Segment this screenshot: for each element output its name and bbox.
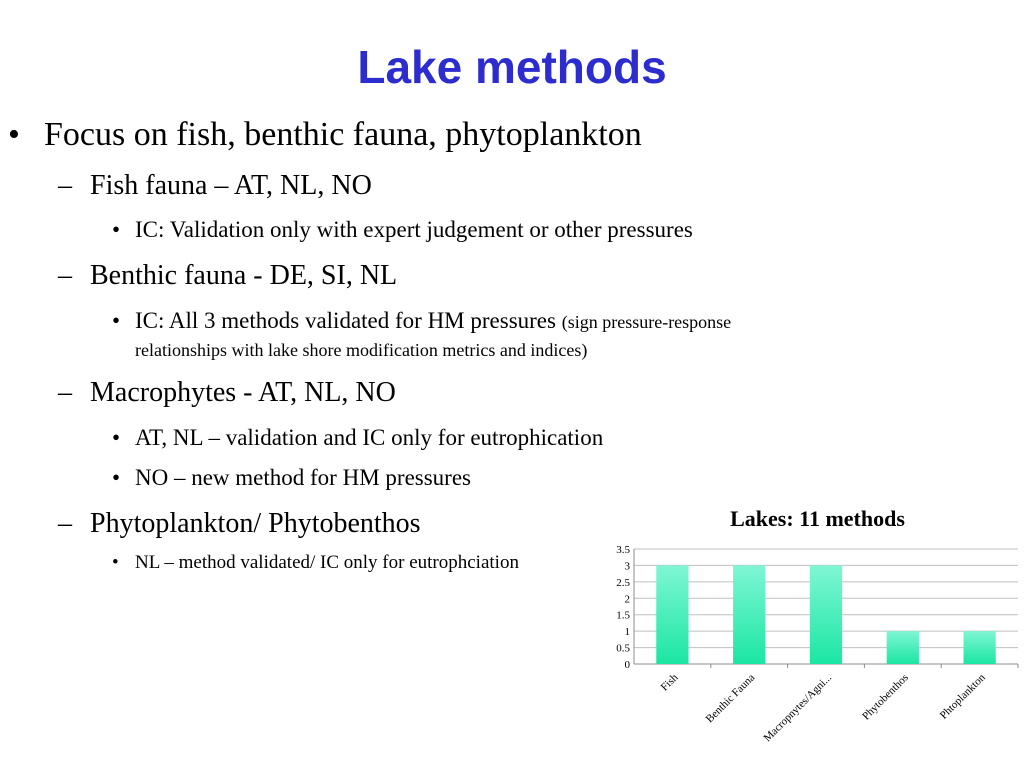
bar-chart	[600, 538, 1020, 763]
chart-title: Lakes: 11 methods	[730, 506, 905, 531]
y-tick-label: 0.5	[616, 642, 630, 655]
x-tick-label: Macropnytes/Agni...	[761, 671, 835, 745]
fish-fauna-item: Fish fauna – AT, NL, NO	[90, 170, 372, 201]
y-tick-label: 2.5	[616, 576, 630, 589]
bullet-marker: •	[112, 465, 121, 490]
bar	[733, 565, 765, 664]
bar	[887, 631, 919, 664]
benthic-ic-note: (sign pressure-response	[561, 312, 732, 332]
phytoplankton-sub-1: NL – method validated/ IC only for eutrophciation	[135, 552, 519, 573]
main-bullet: Focus on fish, benthic fauna, phytoplankton	[44, 116, 642, 153]
fish-ic-item: IC: Validation only with expert judgement or other pressures	[135, 217, 693, 242]
benthic-ic-item	[135, 309, 731, 332]
macrophytes-sub-1: AT, NL – validation and IC only for eutrophication	[135, 425, 604, 450]
slide-title: Lake methods	[357, 41, 667, 93]
bar	[963, 631, 995, 664]
y-tick-label: 3.5	[616, 544, 630, 556]
bullet-marker: •	[112, 308, 121, 333]
bar	[810, 565, 842, 664]
benthic-ic-text: IC: All 3 methods validated for HM pressures	[135, 308, 556, 333]
x-tick-label: Phytobenthos	[860, 671, 911, 723]
bullet-marker: •	[112, 552, 119, 573]
bullet-marker: •	[112, 217, 121, 242]
x-tick-label: Fish	[658, 671, 681, 694]
benthic-fauna-item: Benthic fauna - DE, SI, NL	[90, 260, 398, 291]
phytoplankton-item: Phytoplankton/ Phytobenthos	[90, 508, 421, 539]
dash-marker: –	[58, 377, 72, 408]
bar	[656, 565, 688, 664]
bullet-marker: •	[8, 116, 20, 153]
bullet-marker: •	[112, 425, 121, 450]
macrophytes-item: Macrophytes - AT, NL, NO	[90, 377, 396, 408]
dash-marker: –	[58, 170, 72, 201]
dash-marker: –	[58, 508, 72, 539]
y-tick-label: 0	[624, 659, 630, 671]
y-tick-label: 2	[624, 593, 630, 606]
y-tick-label: 1	[624, 626, 630, 639]
y-tick-label: 3	[624, 560, 630, 573]
benthic-ic-note-continued: relationships with lake shore modification metrics and indices)	[135, 340, 588, 360]
x-tick-label: Phtoplankton	[937, 671, 988, 722]
y-tick-label: 1.5	[616, 609, 630, 622]
dash-marker: –	[58, 260, 72, 291]
macrophytes-sub-2: NO – new method for HM pressures	[135, 465, 471, 490]
x-tick-label: Benthic Fauna	[703, 671, 758, 726]
